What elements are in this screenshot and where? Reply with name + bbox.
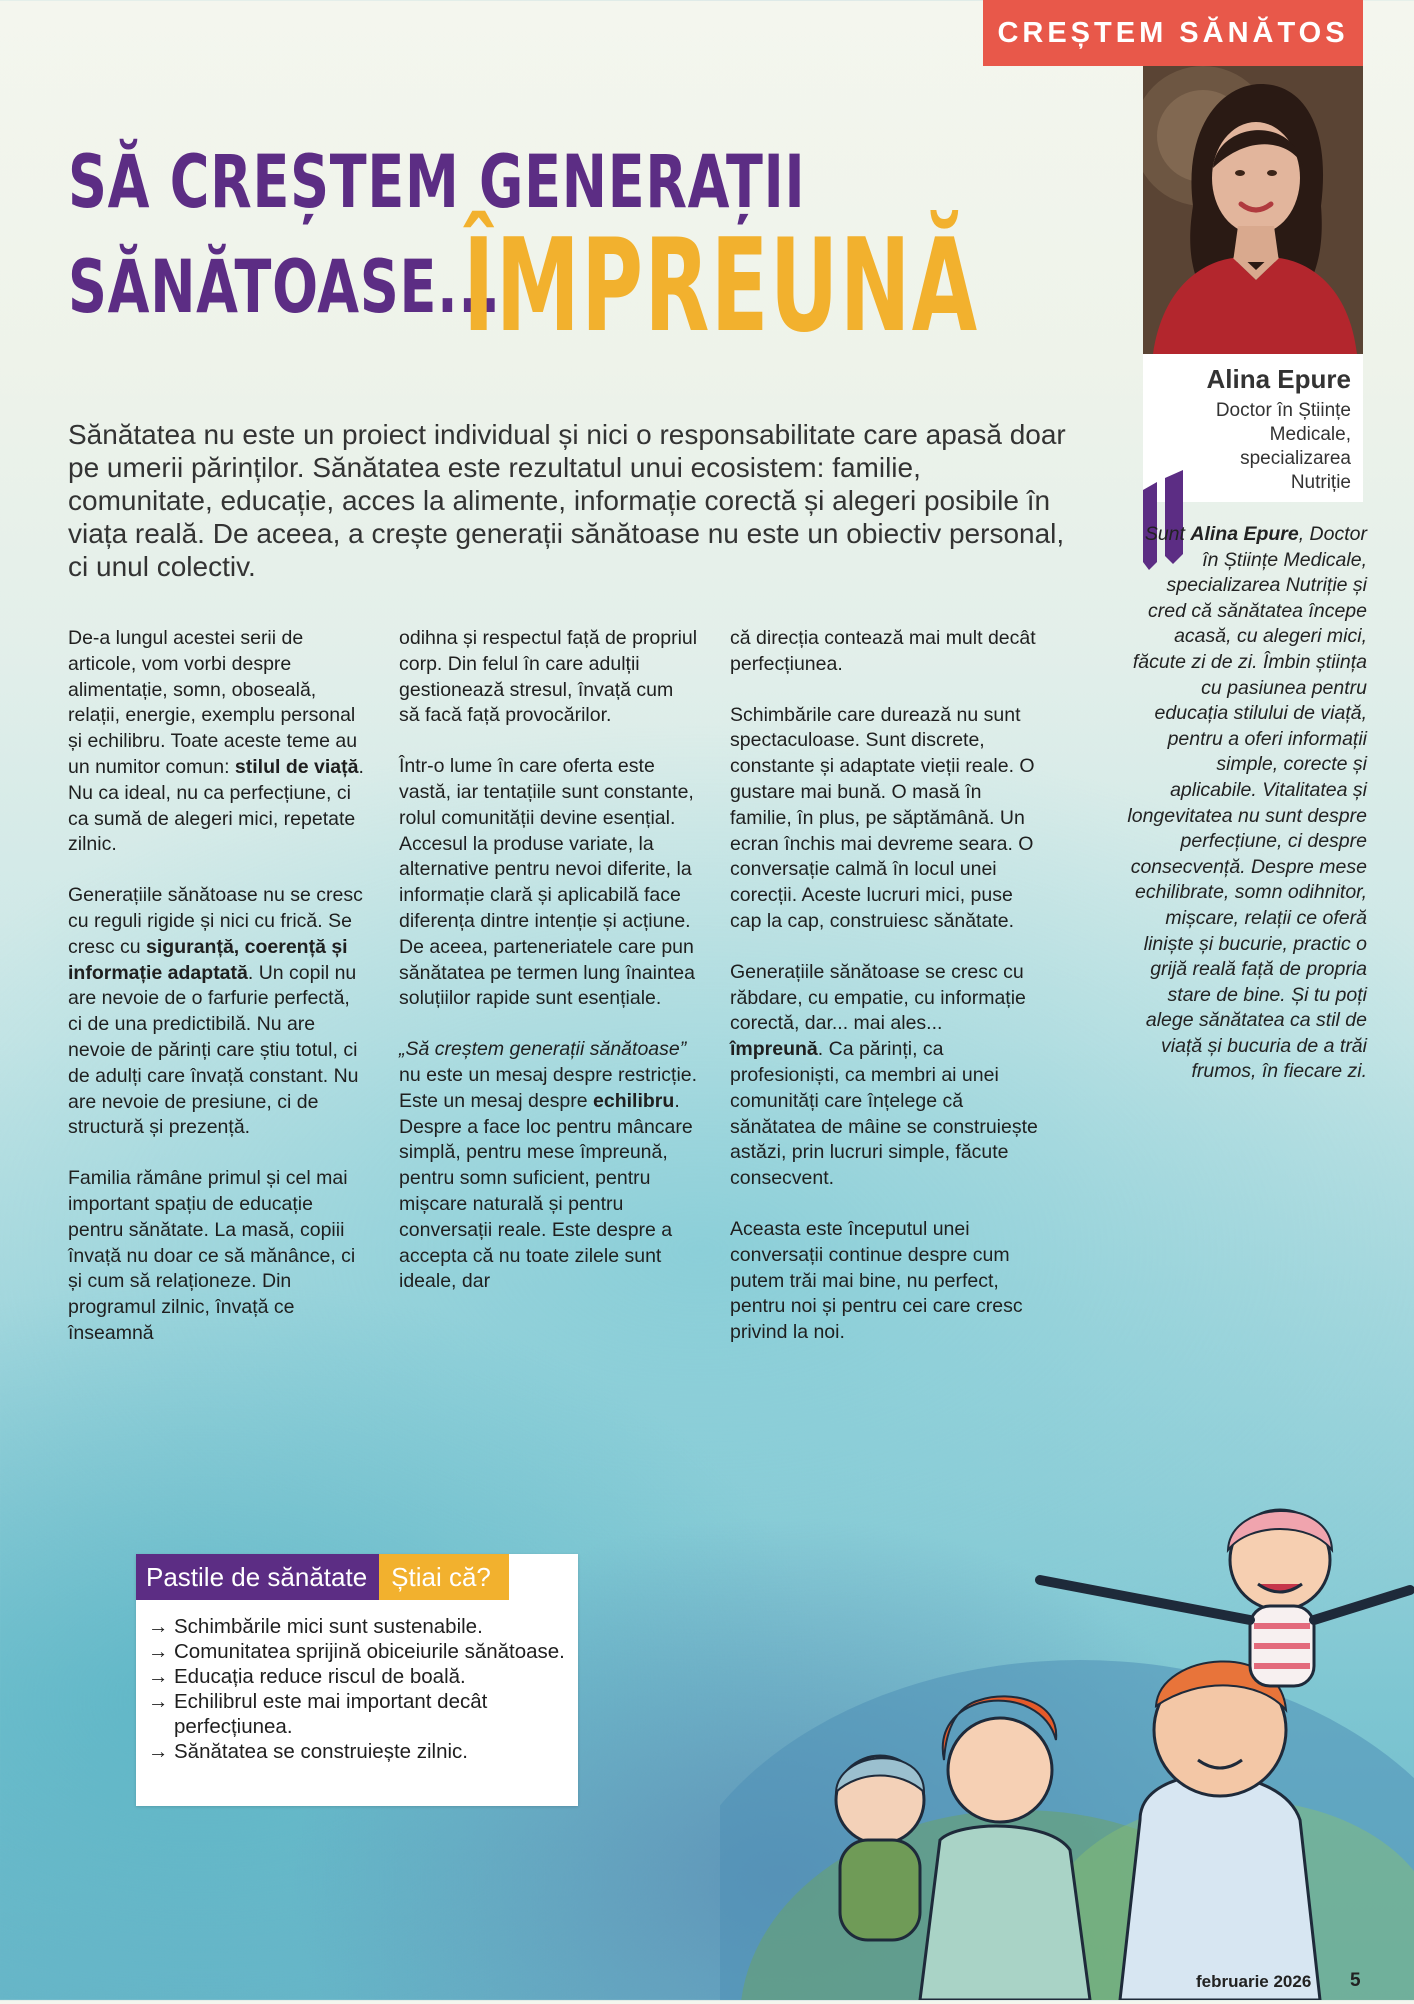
portrait-illustration	[1143, 66, 1363, 354]
body-paragraph: „Să creștem generații sănătoase” nu este un mesaj despre restricție. Este un mesaj despre echilibru. Despre a face loc pentru mâncare simplă, pentru mese împreună, pentru somn suficient, pentru mișcare naturală și pentru conversații reale. Este despre a accepta că nu toate zilele sunt ideale, dar	[399, 1038, 698, 1293]
family-illustration	[720, 1400, 1414, 2000]
body-paragraph: Într-o lume în care oferta este vastă, iar tentațiile sunt constante, rolul comunității devine esențial. Accesul la produse variate, la alternative pentru nevoi diferite, la informație clară și aplicabilă face diferența dintre intenție și acțiune. De aceea, parteneriatele care pun sănătatea pe termen lung înaintea soluțiilor rapide sunt esențiale.	[399, 755, 695, 1010]
article-column-2	[399, 626, 699, 1320]
body-paragraph: Aceasta este începutul unei conversații continue despre cum putem trăi mai bine, nu perfect, pentru noi și pentru cei care cresc privind la noi.	[730, 1217, 1023, 1344]
author-photo	[1143, 66, 1363, 354]
headline-accent: ÎMPREUNĂ	[463, 212, 979, 361]
arrow-right-icon: →	[148, 1740, 169, 1763]
section-tag: CREȘTEM SĂNĂTOS	[983, 0, 1363, 66]
article-column-1	[68, 626, 368, 1372]
bio-name-bold: Alina Epure	[1190, 523, 1299, 545]
body-paragraph: Generațiile sănătoase nu se cresc cu reguli rigide și nici cu frică. Se cresc cu siguranță, coerență și informație adaptată. Un copil nu are nevoie de o farfurie perfectă, ci de una predictibilă. Nu are nevoie de părinți care știu totul, ci de adulți care învață constant. Nu are nevoie de presiune, ci de structură și prezență.	[68, 884, 363, 1139]
arrow-right-icon: →	[148, 1690, 169, 1713]
arrow-right-icon: →	[148, 1640, 169, 1663]
health-tips-box	[136, 1554, 578, 1806]
body-paragraph: Schimbările care durează nu sunt spectaculoase. Sunt discrete, constante și adaptate vieții reale. O gustare mai bună. O masă în familie, în plus, pe săptămână. Un ecran închis mai devreme seara. O conversație calmă în locul unei corecții. Aceste lucruri mici, puse cap la cap, construiesc sănătate.	[730, 703, 1035, 932]
health-tips-title: Pastile de sănătate	[136, 1554, 379, 1600]
issue-date: februarie 2026	[1196, 1972, 1312, 1991]
author-role-line: Nutriție	[1290, 472, 1351, 493]
page-number: 5	[1350, 1970, 1361, 1991]
list-item: → Sănătatea se construiește zilnic.	[148, 1740, 468, 1763]
list-item: → Educația reduce riscul de boală.	[148, 1665, 466, 1688]
author-name: Alina Epure	[1206, 364, 1351, 394]
health-tips-header	[136, 1554, 509, 1600]
author-role-line: specializarea	[1240, 448, 1351, 469]
health-tips-list	[148, 1614, 568, 1764]
intro-paragraph: Sănătatea nu este un proiect individual și nici o responsabilitate care apasă doar pe umerii părinților. Sănătatea este rezultatul unui ecosistem: familie, comunitate, educație, acces la alimente, informație corectă și alegeri posibile în viața reală. De aceea, a crește generații sănătoase nu este un obiectiv personal, ci unul colectiv.	[68, 419, 1066, 582]
author-role-line: Doctor în Științe	[1215, 400, 1351, 421]
arrow-right-icon: →	[148, 1665, 169, 1688]
list-item: → Comunitatea sprijină obiceiurile sănătoase.	[148, 1640, 565, 1663]
body-paragraph: De-a lungul acestei serii de articole, vom vorbi despre alimentație, somn, oboseală, relații, energie, exemplu personal și echilibru. Toate aceste teme au un numitor comun: stilul de viață. Nu ca ideal, nu ca perfecțiune, ci ca sumă de alegeri mici, repetate zilnic.	[68, 627, 364, 856]
author-role-line: Medicale,	[1269, 424, 1351, 445]
headline-line-1: SĂ CREȘTEM GENERAȚII	[68, 140, 806, 225]
health-tips-subtitle: Știai că?	[379, 1554, 509, 1600]
author-bio	[1125, 522, 1367, 1085]
body-paragraph: că direcția contează mai mult decât perfecțiunea.	[730, 627, 1036, 675]
body-paragraph: odihna și respectul față de propriul corp. Din felul în care adulții gestionează stresul, învață cum să facă față provocărilor.	[399, 627, 698, 727]
list-item: → Schimbările mici sunt sustenabile.	[148, 1615, 483, 1638]
bio-text: Sunt	[1144, 523, 1191, 545]
bio-text: , Doctor în Științe Medicale, specializarea Nutriție și cred că sănătatea începe acasă, cu alegeri mici, făcute zi de zi. Îmbin știința cu pasiunea pentru educația stilului de viață, pentru a oferi informații simple, corecte și aplicabile. Vitalitatea și longevitatea nu sunt despre perfecțiune, ci despre consecvență. Despre mese echilibrate, somn odihnitor, mișcare, relații ce oferă liniște și bucurie, practic o grijă reală față de propria stare de bine. Și tu poți alege sănătatea ca stil de viață și bucuria de a trăi frumos, în fiecare zi.	[1127, 523, 1367, 1083]
arrow-right-icon: →	[148, 1615, 169, 1638]
body-paragraph: Generațiile sănătoase se cresc cu răbdare, cu empatie, cu informație corectă, dar... mai ales... împreună. Ca părinți, ca profesioniști, ca membri ai unei comunități care înțelege că sănătatea de mâine se construiește astăzi, prin lucruri simple, făcute consecvent.	[730, 960, 1038, 1190]
list-item: → Echilibrul este mai important decât perfecțiunea.	[148, 1690, 488, 1738]
article-column-3	[730, 626, 1040, 1371]
body-paragraph: Familia rămâne primul și cel mai important spațiu de educație pentru sănătate. La masă, copiii învață nu doar ce să mănânce, ci și cum să relaționeze. Din programul zilnic, învață ce înseamnă	[68, 1167, 356, 1344]
headline-line-2: SĂNĂTOASE...	[68, 245, 501, 330]
